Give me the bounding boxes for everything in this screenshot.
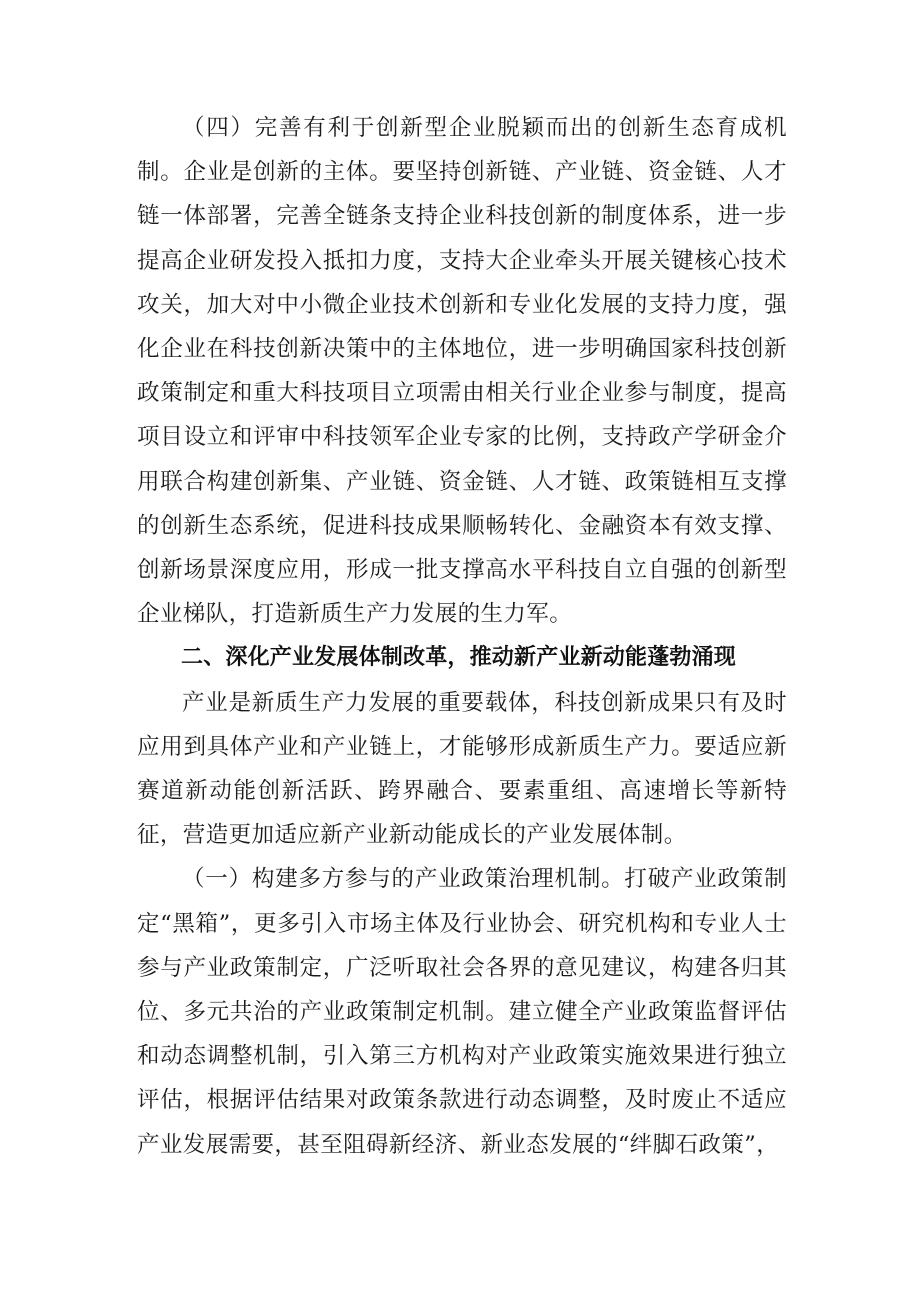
document-body (137, 106, 787, 1167)
paragraph-ecosystem-mechanism: （四）完善有利于创新型企业脱颖而出的创新生态育成机制。企业是创新的主体。要坚持创新链、产业链、资金链、人才链一体部署，完善全链条支持企业科技创新的制度体系，进一步提高企业研发投入抵扣力度，支持大企业牵头开展关键核心技术攻关，加大对中小微企业技术创新和专业化发展的支持力度，强化企业在科技创新决策中的主体地位，进一步明确国家科技创新政策制定和重大科技项目立项需由相关行业企业参与制度，提高项目设立和评审中科技领军企业专家的比例，支持政产学研金介用联合构建创新集、产业链、资金链、人才链、政策链相互支撑的创新生态系统，促进科技成果顺畅转化、金融资本有效支撑、创新场景深度应用，形成一批支撑高水平科技自立自强的创新型企业梯队，打造新质生产力发展的生力军。 (137, 115, 787, 628)
paragraph-industrial-policy-governance: （一）构建多方参与的产业政策治理机制。打破产业政策制定“黑箱”，更多引入市场主体及行业协会、研究机构和专业人士参与产业政策制定，广泛听取社会各界的意见建议，构建各归其位、多元共治的产业政策制定机制。建立健全产业政策监督评估和动态调整机制，引入第三方机构对产业政策实施效果进行独立评估，根据评估结果对政策条款进行动态调整，及时废止不适应产业发展需要，甚至阻碍新经济、新业态发展的“绊脚石政策”， (137, 866, 787, 1158)
section-heading-industry-reform: 二、深化产业发展体制改革，推动新产业新动能蓬勃涌现 (181, 645, 737, 671)
paragraph-industry-carrier: 产业是新质生产力发展的重要载体，科技创新成果只有及时应用到具体产业和产业链上，才能够形成新质生产力。要适应新赛道新动能创新活跃、跨界融合、要素重组、高速增长等新特征，营造更加适应新产业新动能成长的产业发展体制。 (137, 689, 787, 849)
